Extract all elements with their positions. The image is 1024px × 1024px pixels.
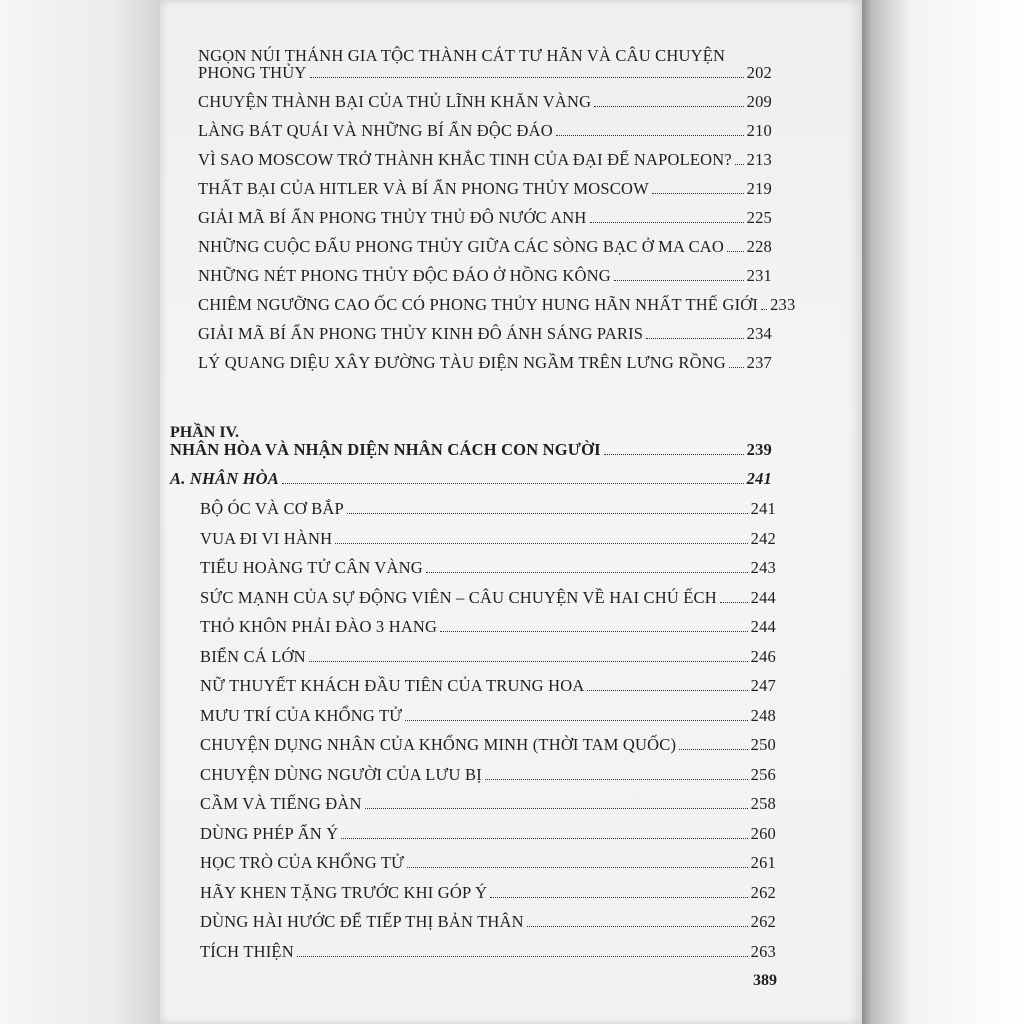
dot-leader <box>679 749 747 750</box>
toc-entry-title: TIỂU HOÀNG TỬ CÂN VÀNG <box>200 558 423 577</box>
toc-entry-page: 209 <box>746 92 772 111</box>
toc-entry-page: 248 <box>750 705 776 725</box>
toc-entry <box>198 92 772 112</box>
toc-entry-page: 231 <box>746 266 772 285</box>
toc-entry <box>198 150 772 170</box>
part4-title: NHÂN HÒA VÀ NHẬN DIỆN NHÂN CÁCH CON NGƯỜI <box>170 440 601 459</box>
toc-entry-page: 256 <box>750 764 776 784</box>
toc-entry <box>200 676 776 696</box>
dot-leader <box>485 779 748 780</box>
toc-entry-page: 244 <box>750 587 776 607</box>
toc-entry-page: 260 <box>750 823 776 843</box>
toc-entry-page: 219 <box>746 179 772 198</box>
toc-entry-page: 246 <box>750 646 776 666</box>
dot-leader <box>614 280 744 281</box>
toc-entry-title: THẤT BẠI CỦA HITLER VÀ BÍ ẨN PHONG THỦY MOSCOW <box>198 179 649 198</box>
toc-entry <box>200 617 776 637</box>
dot-leader <box>365 808 748 809</box>
toc-entry-title: PHONG THỦY <box>198 63 307 82</box>
dot-leader <box>646 338 743 339</box>
dot-leader <box>604 454 744 455</box>
section-a-entry <box>170 469 772 489</box>
toc-entry <box>200 499 776 519</box>
part4-page: 239 <box>746 440 772 459</box>
dot-leader <box>729 367 744 368</box>
toc-entry <box>198 266 772 286</box>
dot-leader <box>426 572 748 573</box>
dot-leader <box>556 135 744 136</box>
part4-title-entry <box>170 440 772 460</box>
dot-leader <box>652 193 744 194</box>
dot-leader <box>587 690 747 691</box>
toc-entry-page: 233 <box>770 295 796 314</box>
toc-entry-title: THỎ KHÔN PHẢI ĐÀO 3 HANG <box>200 617 438 636</box>
toc-entry-title: HỌC TRÒ CỦA KHỔNG TỬ <box>200 853 405 872</box>
toc-entry-title: VUA ĐI VI HÀNH <box>200 528 333 548</box>
toc-entry-page: 225 <box>746 208 772 227</box>
toc-entry-page: 243 <box>750 558 776 577</box>
toc-entry <box>198 237 772 257</box>
dot-leader <box>310 77 744 78</box>
toc-entry-title: DÙNG PHÉP ẨN Ý <box>200 823 339 843</box>
toc-entry-page: 263 <box>750 941 776 961</box>
toc-entry-page: 242 <box>750 528 776 548</box>
dot-leader <box>527 926 748 927</box>
dot-leader <box>347 513 748 514</box>
toc-entry <box>198 63 772 83</box>
toc-entry <box>200 588 776 608</box>
toc-entry-title: SỨC MẠNH CỦA SỰ ĐỘNG VIÊN – CÂU CHUYỆN VỀ HAI CHÚ ẾCH <box>200 587 717 607</box>
toc-entry-page: 262 <box>750 912 776 931</box>
toc-entry-title: HÃY KHEN TẶNG TRƯỚC KHI GÓP Ý <box>200 882 488 902</box>
toc-entry <box>200 912 776 932</box>
toc-entry <box>198 353 772 373</box>
toc-entry-title: LÝ QUANG DIỆU XÂY ĐƯỜNG TÀU ĐIỆN NGẦM TRÊN LƯNG RỒNG <box>198 353 726 372</box>
dot-leader <box>282 483 744 484</box>
toc-entry <box>200 794 776 814</box>
toc-entry-title: NỮ THUYẾT KHÁCH ĐẦU TIÊN CỦA TRUNG HOA <box>200 676 585 695</box>
section-a-title: A. NHÂN HÒA <box>170 469 280 488</box>
dot-leader <box>407 867 748 868</box>
toc-entry-page: 262 <box>750 882 776 902</box>
toc-entry <box>200 853 776 873</box>
toc-entry <box>200 824 776 844</box>
toc-entry-title: MƯU TRÍ CỦA KHỔNG TỬ <box>200 705 403 725</box>
dot-leader <box>341 838 747 839</box>
toc-entry <box>198 179 772 199</box>
toc-entry-page: 247 <box>750 676 776 695</box>
toc-entry <box>200 735 776 755</box>
background-right <box>862 0 1024 1024</box>
toc-entry-page: 202 <box>746 63 772 82</box>
toc-entry-title: GIẢI MÃ BÍ ẨN PHONG THỦY THỦ ĐÔ NƯỚC ANH <box>198 208 587 227</box>
dot-leader <box>720 602 748 603</box>
toc-entry-page: 210 <box>746 121 772 140</box>
toc-entry-title: TÍCH THIỆN <box>200 941 294 961</box>
dot-leader <box>490 897 747 898</box>
toc-entry <box>200 706 776 726</box>
toc-entry-title: NHỮNG NÉT PHONG THỦY ĐỘC ĐÁO Ở HỒNG KÔNG <box>198 266 611 285</box>
toc-entry-page: 241 <box>750 499 776 518</box>
toc-entry-title: GIẢI MÃ BÍ ẨN PHONG THỦY KINH ĐÔ ÁNH SÁNG PARIS <box>198 324 644 343</box>
toc-entry-page: 213 <box>746 150 772 169</box>
toc-entry-title: CẦM VÀ TIẾNG ĐÀN <box>200 794 362 813</box>
toc-entry-title: DÙNG HÀI HƯỚC ĐỂ TIẾP THỊ BẢN THÂN <box>200 912 524 931</box>
toc-entry <box>200 529 776 549</box>
toc-entry-title: NHỮNG CUỘC ĐẤU PHONG THỦY GIỮA CÁC SÒNG BẠC Ở MA CAO <box>198 237 725 256</box>
toc-entry-page: 258 <box>750 794 776 813</box>
toc-entry-title: LÀNG BÁT QUÁI VÀ NHỮNG BÍ ẨN ĐỘC ĐÁO <box>198 121 553 140</box>
toc-entry <box>200 883 776 903</box>
dot-leader <box>335 543 747 544</box>
dot-leader <box>309 661 748 662</box>
dot-leader <box>440 631 747 632</box>
background-left <box>0 0 160 1024</box>
toc-entry-page: 261 <box>750 853 776 872</box>
toc-entry-title: BỘ ÓC VÀ CƠ BẮP <box>200 499 344 518</box>
toc-entry-page: 250 <box>750 735 776 754</box>
toc-entry-page: 234 <box>746 324 772 343</box>
toc-entry-title: CHIÊM NGƯỠNG CAO ỐC CÓ PHONG THỦY HUNG HÃN NHẤT THẾ GIỚI <box>198 295 759 314</box>
dot-leader <box>590 222 744 223</box>
dot-leader <box>297 956 748 957</box>
toc-entry <box>198 121 772 141</box>
toc-entry-page: 244 <box>750 617 776 636</box>
toc-entry-first-line: NGỌN NÚI THÁNH GIA TỘC THÀNH CÁT TƯ HÃN VÀ CÂU CHUYỆN <box>198 46 726 65</box>
dot-leader <box>405 720 747 721</box>
dot-leader <box>594 106 743 107</box>
toc-entry <box>200 647 776 667</box>
toc-entry-title: CHUYỆN THÀNH BẠI CỦA THỦ LĨNH KHĂN VÀNG <box>198 92 592 111</box>
section-a-page: 241 <box>746 469 772 488</box>
toc-entry <box>198 208 772 228</box>
dot-leader <box>727 251 744 252</box>
dot-leader <box>735 164 744 165</box>
toc-entry-page: 228 <box>746 237 772 256</box>
toc-entry-title: CHUYỆN DỤNG NHÂN CỦA KHỔNG MINH (THỜI TAM QUỐC) <box>200 735 677 754</box>
page-number: 389 <box>753 972 777 989</box>
toc-entry <box>198 324 772 344</box>
toc-entry <box>198 295 796 315</box>
toc-entry <box>200 765 776 785</box>
toc-entry <box>200 558 776 578</box>
toc-entry-title: VÌ SAO MOSCOW TRỞ THÀNH KHẮC TINH CỦA ĐẠI ĐẾ NAPOLEON? <box>198 150 732 169</box>
toc-entry-title: CHUYỆN DÙNG NGƯỜI CỦA LƯU BỊ <box>200 764 482 784</box>
toc-entry-page: 237 <box>746 353 772 372</box>
part4-label: PHẦN IV. <box>170 424 240 441</box>
dot-leader <box>761 309 767 310</box>
toc-entry <box>200 942 776 962</box>
toc-entry-title: BIỂN CÁ LỚN <box>200 646 306 666</box>
